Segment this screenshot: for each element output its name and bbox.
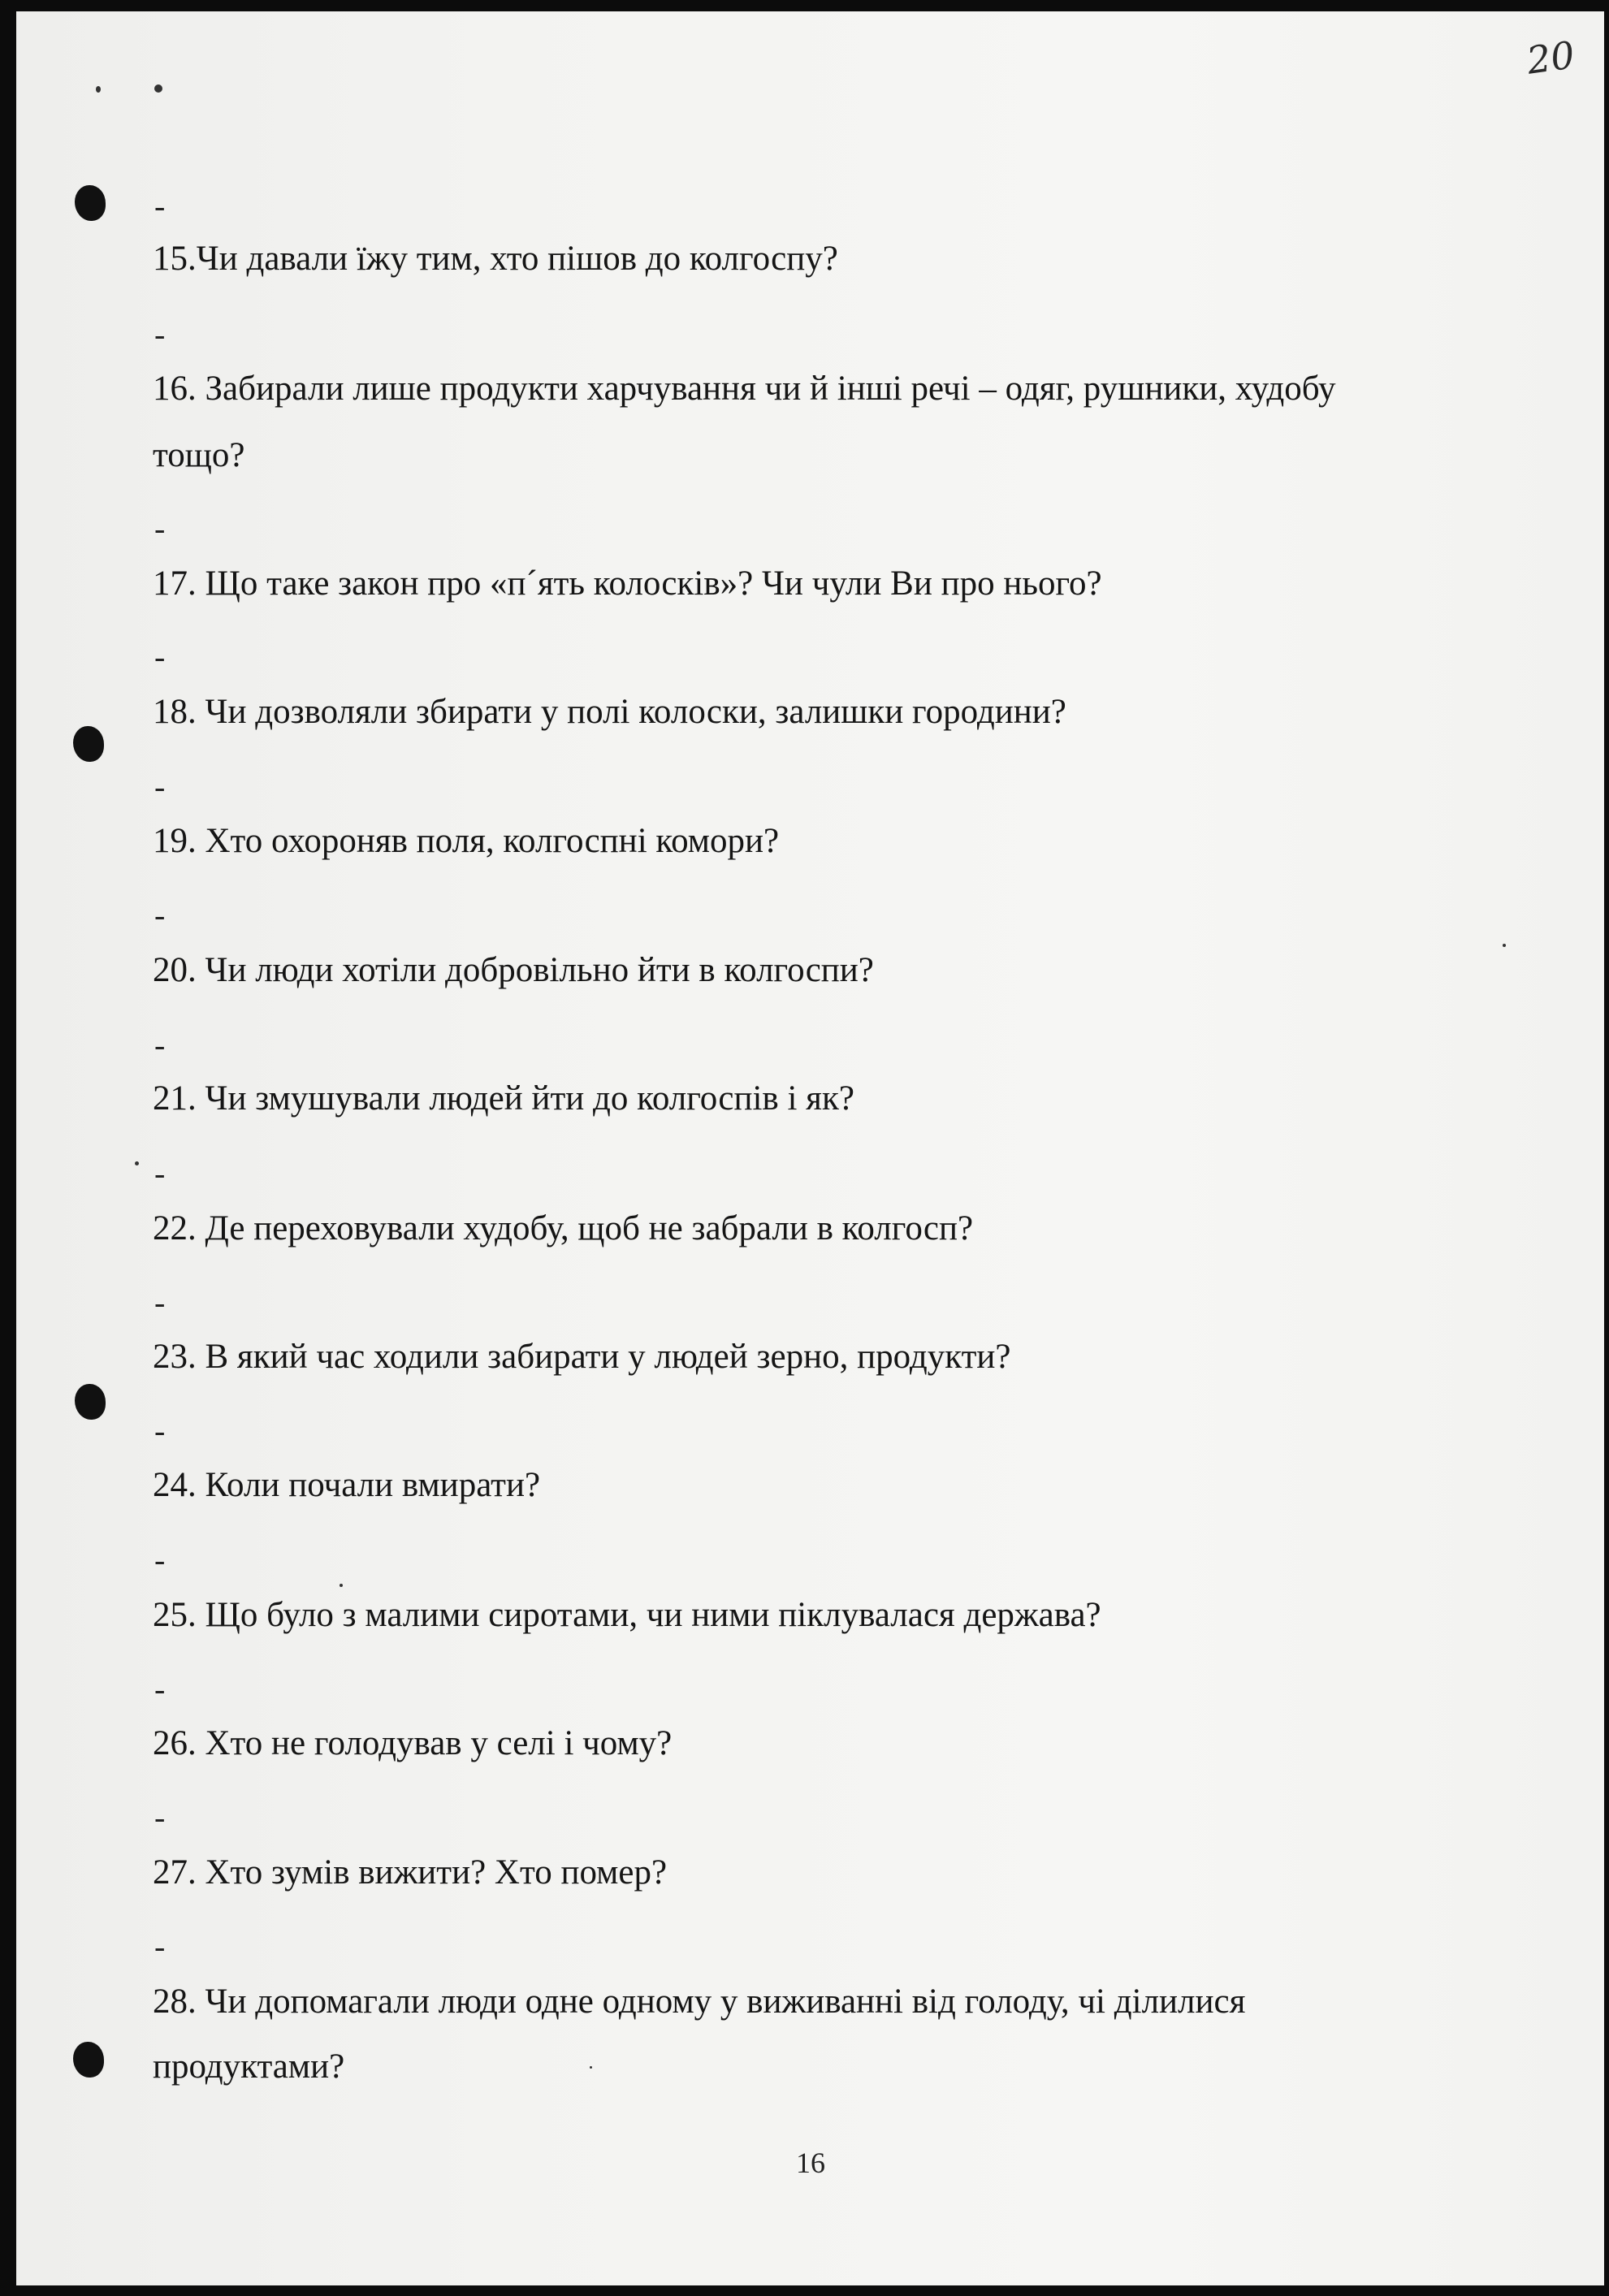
- question-19: 19. Хто охороняв поля, колгоспні комори?: [153, 822, 780, 860]
- page-number: 16: [796, 2147, 825, 2179]
- question-24: 24. Коли почали вмирати?: [153, 1466, 541, 1504]
- question-15: 15.Чи давали їжу тим, хто пішов до колгоспу?: [153, 240, 838, 278]
- question-16-line-2: тощо?: [153, 436, 245, 474]
- answer-placeholder: -: [154, 768, 166, 805]
- punch-hole-icon: [75, 1384, 106, 1420]
- speck-mark: [340, 1584, 343, 1587]
- question-22: 22. Де переховували худобу, щоб не забрали в колгосп?: [153, 1209, 974, 1247]
- question-16-line-1: 16. Забирали лише продукти харчування чи й інші речі – одяг, рушники, худобу: [153, 370, 1336, 408]
- question-17: 17. Що таке закон про «п´ять колосків»? Чи чули Ви про нього?: [153, 564, 1102, 603]
- answer-placeholder: -: [154, 1541, 166, 1578]
- question-25: 25. Що було з малими сиротами, чи ними піклувалася держава?: [153, 1596, 1101, 1634]
- speck-mark: [135, 1161, 139, 1165]
- answer-placeholder: -: [154, 638, 166, 675]
- answer-placeholder: -: [154, 1155, 166, 1191]
- document-page: [16, 11, 1604, 2285]
- answer-placeholder: -: [154, 1799, 166, 1836]
- answer-placeholder: -: [154, 1027, 166, 1063]
- punch-hole-icon: [75, 185, 106, 221]
- answer-placeholder: -: [154, 188, 166, 224]
- answer-placeholder: -: [154, 897, 166, 933]
- answer-placeholder: -: [154, 1412, 166, 1449]
- speck-mark: [590, 2066, 592, 2069]
- question-21: 21. Чи змушували людей йти до колгоспів і як?: [153, 1079, 854, 1118]
- question-18: 18. Чи дозволяли збирати у полі колоски, залишки городини?: [153, 693, 1066, 731]
- answer-placeholder: -: [154, 510, 166, 547]
- answer-placeholder: -: [154, 1284, 166, 1321]
- answer-placeholder: -: [154, 1671, 166, 1707]
- punch-hole-icon: [73, 726, 104, 762]
- speck-mark: [154, 84, 162, 93]
- answer-placeholder: -: [154, 316, 166, 352]
- question-27: 27. Хто зумів вижити? Хто помер?: [153, 1853, 668, 1892]
- speck-mark: [96, 86, 101, 93]
- speck-mark: [1503, 944, 1506, 947]
- punch-hole-icon: [73, 2042, 104, 2078]
- question-28-line-1: 28. Чи допомагали люди одне одному у виживанні від голоду, чі ділилися: [153, 1983, 1246, 2021]
- question-26: 26. Хто не голодував у селі і чому?: [153, 1724, 673, 1762]
- handwritten-page-number: 20: [1524, 32, 1578, 83]
- question-20: 20. Чи люди хотіли добровільно йти в колгоспи?: [153, 951, 874, 989]
- answer-placeholder: -: [154, 1928, 166, 1965]
- question-23: 23. В який час ходили забирати у людей зерно, продукти?: [153, 1338, 1011, 1376]
- question-28-line-2: продуктами?: [153, 2047, 345, 2086]
